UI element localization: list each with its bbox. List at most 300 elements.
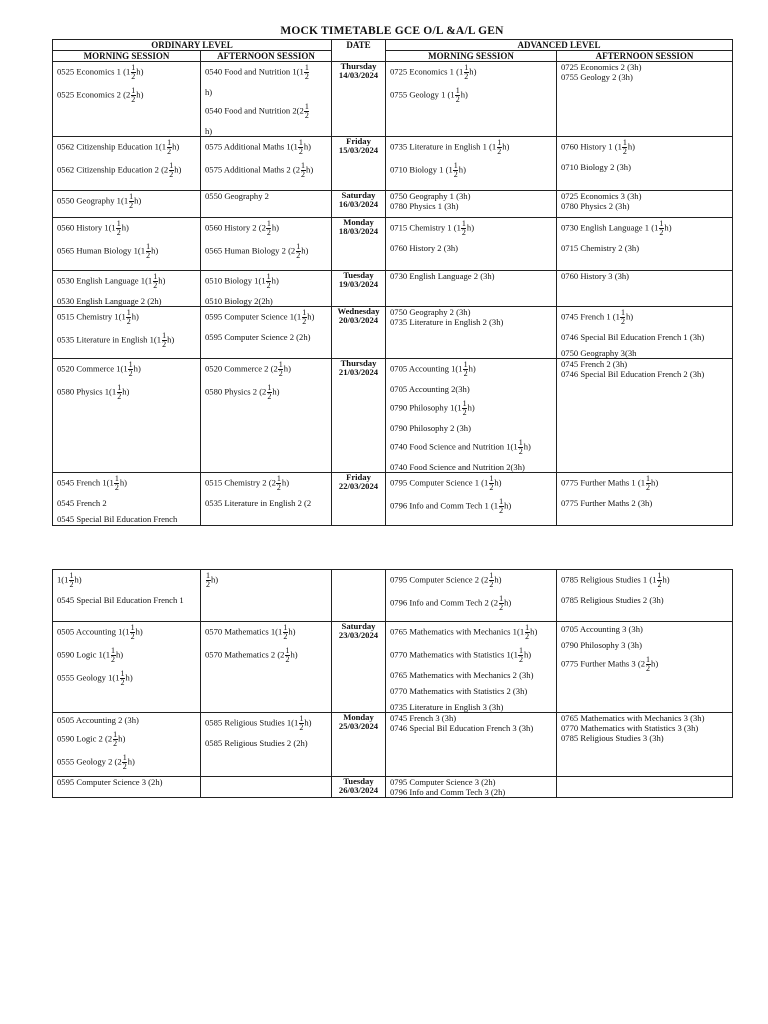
exam-entry	[390, 787, 553, 797]
exam-entry	[205, 715, 328, 732]
exam-entry-suffix: h)	[136, 66, 144, 77]
table-row	[53, 622, 733, 713]
exam-entry-text: 0505 Accounting 1(1	[57, 626, 130, 637]
half-fraction: $\frac{1}{2}$	[525, 623, 530, 641]
half-fraction: $\frac{1}{2}$	[116, 219, 121, 237]
exam-entry-text: 0795 Computer Science 1 (1	[390, 477, 489, 488]
exam-entry-text: 0770 Mathematics with Statistics 2 (3h)	[390, 686, 528, 696]
exam-entry-text: 0545 Special Bil Education French	[57, 514, 178, 524]
session-cell-aa	[557, 359, 733, 473]
half-fraction: $\frac{1}{2}$	[129, 192, 134, 210]
exam-entry	[390, 702, 553, 712]
half-fraction: $\frac{1}{2}$	[206, 571, 210, 589]
exam-entry	[390, 87, 553, 104]
exam-entry-suffix: h)	[127, 756, 135, 767]
exam-entry-text: 0785 Religious Studies 1 (1	[561, 574, 657, 585]
exam-entry-suffix: h)	[460, 89, 468, 100]
exam-entry-text: 0590 Logic 1(1	[57, 649, 110, 660]
date-cell	[332, 570, 386, 622]
session-cell-om	[53, 622, 201, 713]
half-fraction: $\frac{1}{2}$	[167, 138, 172, 156]
exam-entry	[57, 777, 197, 787]
timetable-part-1	[52, 39, 733, 526]
exam-entry-suffix: h)	[662, 574, 670, 585]
exam-date: 22/03/2024	[338, 481, 379, 491]
day-name: Monday	[343, 217, 374, 227]
exam-entry-text: 0535 Literature in English 1(1	[57, 334, 162, 345]
exam-entry-text: 0760 History 2 (3h)	[390, 243, 459, 253]
half-fraction: $\frac{1}{2}$	[304, 102, 309, 120]
exam-entry-text: 0725 Economics 2 (3h)	[561, 62, 642, 72]
exam-entry-suffix: h)	[627, 141, 636, 152]
exam-entry-text: 0505 Accounting 2 (3h)	[57, 715, 139, 725]
exam-entry	[390, 713, 553, 723]
exam-entry	[561, 271, 729, 281]
exam-entry-suffix: h)	[271, 222, 280, 233]
exam-entry-text: 0510 Biology 2(2h)	[205, 296, 273, 306]
exam-entry	[205, 220, 328, 237]
session-cell-om	[53, 62, 201, 137]
session-cell-aa	[557, 218, 733, 271]
timetable-part-2	[52, 569, 733, 798]
exam-entry-text: 0725 Economics 1 (1	[390, 66, 464, 77]
exam-entry	[205, 243, 328, 260]
exam-entry	[205, 191, 328, 201]
exam-entry-text: 0525 Economics 2 (2	[57, 89, 131, 100]
half-fraction: $\frac{1}{2}$	[304, 63, 309, 81]
al-afternoon-header: AFTERNOON SESSION	[557, 51, 733, 62]
exam-entry	[205, 162, 328, 179]
exam-entry-text: 0550 Geography 1(1	[57, 195, 129, 206]
half-fraction: $\frac{1}{2}$	[266, 219, 271, 237]
exam-entry-text: 0765 Mathematics with Mechanics 1(1	[390, 626, 525, 637]
exam-entry-suffix: h)	[458, 164, 466, 175]
exam-entry	[561, 713, 729, 723]
exam-entry	[205, 103, 328, 120]
half-fraction: $\frac{1}{2}$	[620, 308, 625, 326]
exam-entry-text: 0795 Computer Science 3 (2h)	[390, 777, 496, 787]
session-cell-aa	[557, 137, 733, 191]
exam-entry	[205, 139, 328, 156]
session-cell-oa	[201, 622, 332, 713]
day-name: Friday	[346, 472, 371, 482]
exam-entry	[561, 201, 729, 211]
exam-entry-text: 0740 Food Science and Nutrition 2(3h)	[390, 462, 525, 472]
table-row	[53, 570, 733, 622]
exam-entry-suffix: h)	[502, 141, 510, 152]
half-fraction: $\frac{1}{2}$	[267, 383, 272, 401]
exam-entry-suffix: h)	[469, 66, 477, 77]
exam-entry	[57, 193, 197, 210]
exam-entry-suffix: h)	[135, 626, 143, 637]
ol-morning-header: MORNING SESSION	[53, 51, 201, 62]
exam-entry-text: 0515 Chemistry 2 (2	[205, 477, 276, 488]
half-fraction: $\frac{1}{2}$	[69, 571, 74, 589]
date-header: DATE	[332, 40, 386, 62]
exam-entry-text: 0580 Physics 2 (2	[205, 386, 267, 397]
exam-entry-text: 0750 Geography 3(3h	[561, 348, 637, 358]
exam-entry-text: 0746 Special Bil Education French 3 (3h)	[390, 723, 534, 733]
exam-entry	[390, 670, 553, 680]
session-cell-aa	[557, 191, 733, 218]
exam-entry-text: 0765 Mathematics with Mechanics 3 (3h)	[561, 713, 705, 723]
exam-entry	[57, 715, 197, 725]
exam-date: 25/03/2024	[338, 721, 379, 731]
exam-entry	[390, 361, 553, 378]
table-row	[53, 359, 733, 473]
exam-entry-suffix: h)	[119, 477, 127, 488]
exam-entry-text: 0760 History 3 (3h)	[561, 271, 630, 281]
exam-entry-suffix: h)	[306, 164, 314, 175]
exam-entry	[57, 139, 197, 156]
session-cell-oa	[201, 713, 332, 777]
exam-entry-text: 0562 Citizenship Education 2 (2	[57, 164, 169, 175]
half-fraction: $\frac{1}{2}$	[146, 242, 151, 260]
exam-entry-suffix: h)	[116, 649, 124, 660]
exam-entry-text: 0775 Further Maths 3 (2	[561, 658, 646, 669]
exam-entry-suffix: h)	[625, 311, 634, 322]
exam-date: 20/03/2024	[338, 315, 379, 325]
session-cell-aa	[557, 62, 733, 137]
timetable-body-2	[53, 570, 733, 798]
session-cell-am	[386, 62, 557, 137]
exam-entry-text: 0550 Geography 2	[205, 191, 269, 201]
exam-entry	[57, 220, 197, 237]
exam-entry	[390, 686, 553, 696]
half-fraction: $\frac{1}{2}$	[128, 360, 133, 378]
exam-entry	[390, 139, 553, 156]
exam-date: 15/03/2024	[338, 145, 379, 155]
half-fraction: $\frac{1}{2}$	[130, 623, 135, 641]
session-cell-aa	[557, 307, 733, 359]
session-cell-aa	[557, 622, 733, 713]
half-fraction: $\frac{1}{2}$	[622, 138, 627, 156]
exam-entry-text: 0560 History 1(1	[57, 222, 116, 233]
exam-entry	[205, 87, 328, 97]
exam-entry-text: 0535 Literature in English 2 (2	[205, 498, 312, 508]
exam-entry-text: 0540 Food and Nutrition 2(2	[205, 105, 304, 116]
day-name: Wednesday	[337, 306, 380, 316]
exam-entry-suffix: h)	[651, 658, 659, 669]
exam-entry-text: 0735 Literature in English 2 (3h)	[390, 317, 504, 327]
exam-entry-suffix: h)	[468, 363, 476, 374]
exam-entry	[57, 162, 197, 179]
exam-entry-text: 0746 Special Bil Education French 1 (3h)	[561, 332, 705, 342]
exam-date: 21/03/2024	[338, 367, 379, 377]
session-cell-aa	[557, 777, 733, 798]
table-row	[53, 307, 733, 359]
exam-entry-text: 0745 French 1 (1	[561, 311, 620, 322]
exam-entry	[390, 723, 553, 733]
exam-entry-text: 0775 Further Maths 1 (1	[561, 477, 646, 488]
exam-entry-text: 0705 Accounting 2(3h)	[390, 384, 470, 394]
half-fraction: $\frac{1}{2}$	[111, 646, 115, 664]
exam-entry-text: 0580 Physics 1(1	[57, 386, 117, 397]
exam-entry-text: 0796 Info and Comm Tech 3 (2h)	[390, 787, 506, 797]
day-name: Tuesday	[343, 270, 374, 280]
exam-entry-text: 0750 Geography 2 (3h)	[390, 307, 471, 317]
exam-entry-text: 0780 Physics 2 (3h)	[561, 201, 630, 211]
exam-entry	[390, 201, 553, 211]
session-cell-om	[53, 713, 201, 777]
exam-entry-text: 0725 Economics 3 (3h)	[561, 191, 642, 201]
session-cell-om	[53, 570, 201, 622]
exam-entry-text: 0545 Special Bil Education French 1	[57, 595, 184, 605]
exam-entry-text: 0575 Additional Maths 2 (2	[205, 164, 301, 175]
exam-entry	[390, 64, 553, 81]
timetable-body-1	[53, 62, 733, 526]
exam-entry-text: 0595 Computer Science 3 (2h)	[57, 777, 163, 787]
day-name: Saturday	[341, 621, 376, 631]
half-fraction: $\frac{1}{2}$	[489, 474, 494, 492]
exam-entry-text: 0796 Info and Comm Tech 1 (1	[390, 500, 499, 511]
half-fraction: $\frac{1}{2}$	[113, 730, 118, 748]
exam-entry-suffix: h)	[301, 245, 309, 256]
exam-entry	[390, 271, 553, 281]
session-cell-oa	[201, 473, 332, 526]
session-cell-oa	[201, 777, 332, 798]
half-fraction: $\frac{1}{2}$	[455, 86, 460, 104]
date-cell	[332, 191, 386, 218]
exam-entry-text: 0595 Computer Science 2 (2h)	[205, 332, 311, 342]
exam-entry-text: 0530 English Language 2 (2h)	[57, 296, 162, 306]
half-fraction: $\frac{1}{2}$	[464, 63, 469, 81]
table-row	[53, 218, 733, 271]
date-cell	[332, 777, 386, 798]
exam-entry-text: 0785 Religious Studies 2 (3h)	[561, 595, 664, 605]
half-fraction: $\frac{1}{2}$	[497, 138, 502, 156]
session-cell-om	[53, 137, 201, 191]
exam-entry	[390, 439, 553, 456]
exam-entry-text: 0570 Mathematics 1(1	[205, 626, 283, 637]
exam-entry-suffix: h)	[530, 626, 538, 637]
exam-entry-suffix: h)	[172, 141, 180, 152]
exam-entry	[390, 595, 553, 612]
exam-entry	[390, 220, 553, 237]
half-fraction: $\frac{1}{2}$	[453, 161, 458, 179]
half-fraction: $\frac{1}{2}$	[461, 219, 466, 237]
exam-entry-suffix: h)	[74, 574, 82, 585]
exam-entry	[57, 332, 197, 349]
exam-entry	[57, 64, 197, 81]
half-fraction: $\frac{1}{2}$	[153, 272, 158, 290]
exam-entry-suffix: h)	[158, 275, 166, 286]
exam-entry-text: 0705 Accounting 3 (3h)	[561, 624, 643, 634]
session-cell-om	[53, 777, 201, 798]
day-name: Saturday	[341, 190, 376, 200]
exam-entry-suffix: h)	[271, 275, 279, 286]
exam-entry-text: 0755 Geology 1 (1	[390, 89, 455, 100]
exam-entry	[561, 348, 729, 358]
exam-entry	[561, 369, 729, 379]
exam-entry-text: 0585 Religious Studies 1(1	[205, 717, 299, 728]
date-cell	[332, 62, 386, 137]
exam-entry	[561, 572, 729, 589]
exam-entry	[205, 384, 328, 401]
exam-entry	[390, 317, 553, 327]
exam-entry-text: 1(1	[57, 574, 69, 585]
exam-entry	[390, 243, 553, 253]
exam-entry	[205, 361, 328, 378]
exam-entry-suffix: h)	[151, 245, 159, 256]
exam-entry	[561, 723, 729, 733]
exam-entry	[57, 296, 197, 306]
half-fraction: $\frac{1}{2}$	[518, 438, 523, 456]
exam-entry	[390, 191, 553, 201]
date-cell	[332, 473, 386, 526]
session-cell-am	[386, 570, 557, 622]
session-cell-oa	[201, 570, 332, 622]
exam-date: 18/03/2024	[338, 226, 379, 236]
exam-entry-text: 0730 English Language 2 (3h)	[390, 271, 495, 281]
session-cell-om	[53, 218, 201, 271]
exam-entry-suffix: h)	[272, 386, 280, 397]
exam-entry-text: 0765 Mathematics with Mechanics 2 (3h)	[390, 670, 534, 680]
day-name: Friday	[346, 136, 371, 146]
exam-entry-suffix: h)	[304, 717, 312, 728]
exam-entry-suffix: h)	[174, 164, 182, 175]
session-cell-am	[386, 473, 557, 526]
exam-entry-suffix: h)	[494, 477, 502, 488]
exam-entry-text: 0715 Chemistry 1 (1	[390, 222, 461, 233]
exam-entry-text: 0795 Computer Science 2 (2	[390, 574, 489, 585]
exam-entry	[561, 595, 729, 605]
exam-entry	[390, 462, 553, 472]
half-fraction: $\frac{1}{2}$	[169, 161, 174, 179]
exam-entry-text: 0525 Economics 1 (1	[57, 66, 131, 77]
table-row	[53, 473, 733, 526]
exam-entry-text: 0545 French 2	[57, 498, 107, 508]
exam-entry	[390, 475, 553, 492]
session-cell-am	[386, 713, 557, 777]
exam-entry	[390, 498, 553, 515]
exam-entry-suffix: h)	[664, 222, 672, 233]
exam-entry	[561, 332, 729, 342]
exam-entry-suffix: h)	[651, 477, 659, 488]
exam-entry-suffix: h)	[136, 89, 144, 100]
half-fraction: $\frac{1}{2}$	[296, 242, 301, 260]
exam-entry-text: 0790 Philosophy 1(1	[390, 402, 462, 413]
half-fraction: $\frac{1}{2}$	[131, 63, 136, 81]
day-name: Thursday	[340, 61, 377, 71]
half-fraction: $\frac{1}{2}$	[646, 655, 651, 673]
advanced-level-header: ADVANCED LEVEL	[386, 40, 733, 51]
exam-entry	[57, 243, 197, 260]
exam-entry	[205, 273, 328, 290]
exam-entry	[561, 243, 729, 253]
exam-entry	[390, 647, 553, 664]
exam-entry-text: 0710 Biology 2 (3h)	[561, 162, 631, 172]
exam-entry	[57, 87, 197, 104]
exam-entry-suffix: h)	[288, 626, 296, 637]
exam-entry	[561, 498, 729, 508]
exam-entry	[205, 738, 328, 748]
date-cell	[332, 271, 386, 307]
half-fraction: $\frac{1}{2}$	[299, 714, 304, 732]
session-cell-om	[53, 359, 201, 473]
session-cell-am	[386, 307, 557, 359]
exam-entry	[390, 777, 553, 787]
exam-entry-text: 0555 Geology 1(1	[57, 672, 120, 683]
table-row	[53, 777, 733, 798]
exam-entry	[561, 162, 729, 172]
half-fraction: $\frac{1}{2}$	[122, 753, 127, 771]
exam-entry	[57, 731, 197, 748]
exam-entry-text: 0750 Geography 1 (3h)	[390, 191, 471, 201]
exam-entry	[561, 139, 729, 156]
exam-entry-suffix: h)	[467, 402, 475, 413]
exam-entry-text: 0510 Biology 1(1	[205, 275, 266, 286]
exam-entry	[390, 423, 553, 433]
exam-entry-text: 0555 Geology 2 (2	[57, 756, 122, 767]
exam-entry	[57, 361, 197, 378]
exam-entry-text: 0575 Additional Maths 1(1	[205, 141, 298, 152]
session-cell-aa	[557, 713, 733, 777]
exam-entry-text: 0735 Literature in English 1 (1	[390, 141, 497, 152]
table-row	[53, 271, 733, 307]
half-fraction: $\frac{1}{2}$	[659, 219, 664, 237]
exam-entry-text: 0730 English Language 1 (1	[561, 222, 659, 233]
half-fraction: $\frac{1}{2}$	[278, 360, 283, 378]
exam-entry	[561, 309, 729, 326]
half-fraction: $\frac{1}{2}$	[120, 669, 125, 687]
date-cell	[332, 359, 386, 473]
exam-entry-text: 0790 Philosophy 2 (3h)	[390, 423, 471, 433]
session-cell-oa	[201, 191, 332, 218]
session-cell-oa	[201, 62, 332, 137]
date-cell	[332, 713, 386, 777]
exam-entry-text: 0796 Info and Comm Tech 2 (2	[390, 597, 499, 608]
table-row	[53, 62, 733, 137]
half-fraction: $\frac{1}{2}$	[499, 497, 504, 515]
exam-entry-text: 0562 Citizenship Education 1(1	[57, 141, 167, 152]
exam-date: 19/03/2024	[338, 279, 379, 289]
date-cell	[332, 137, 386, 191]
session-cell-om	[53, 191, 201, 218]
day-name: Tuesday	[343, 776, 374, 786]
half-fraction: $\frac{1}{2}$	[131, 86, 136, 104]
exam-entry-suffix: h)	[523, 649, 532, 660]
exam-entry	[205, 572, 328, 589]
exam-date: 16/03/2024	[338, 199, 379, 209]
session-cell-oa	[201, 359, 332, 473]
half-fraction: $\frac{1}{2}$	[489, 571, 494, 589]
exam-entry-text: 0770 Mathematics with Statistics 1(1	[390, 649, 518, 660]
exam-entry-text: 0760 History 1 (1	[561, 141, 622, 152]
exam-entry-text: h)	[205, 87, 213, 97]
session-cell-am	[386, 359, 557, 473]
page-title: MOCK TIMETABLE GCE O/L &A/L GEN	[280, 25, 504, 37]
half-fraction: $\frac{1}{2}$	[266, 272, 271, 290]
exam-entry-text: 0770 Mathematics with Statistics 3 (3h)	[561, 723, 699, 733]
half-fraction: $\frac{1}{2}$	[646, 474, 651, 492]
exam-entry	[561, 220, 729, 237]
session-cell-am	[386, 191, 557, 218]
half-fraction: $\frac{1}{2}$	[657, 571, 662, 589]
ol-afternoon-header: AFTERNOON SESSION	[201, 51, 332, 62]
exam-entry	[57, 384, 197, 401]
exam-entry-suffix: h)	[523, 441, 531, 452]
exam-entry	[390, 162, 553, 179]
session-cell-oa	[201, 218, 332, 271]
exam-entry	[205, 296, 328, 306]
exam-entry	[561, 640, 729, 650]
session-cell-am	[386, 777, 557, 798]
table-row	[53, 713, 733, 777]
exam-entry	[561, 359, 729, 369]
exam-entry	[205, 624, 328, 641]
exam-entry	[57, 624, 197, 641]
